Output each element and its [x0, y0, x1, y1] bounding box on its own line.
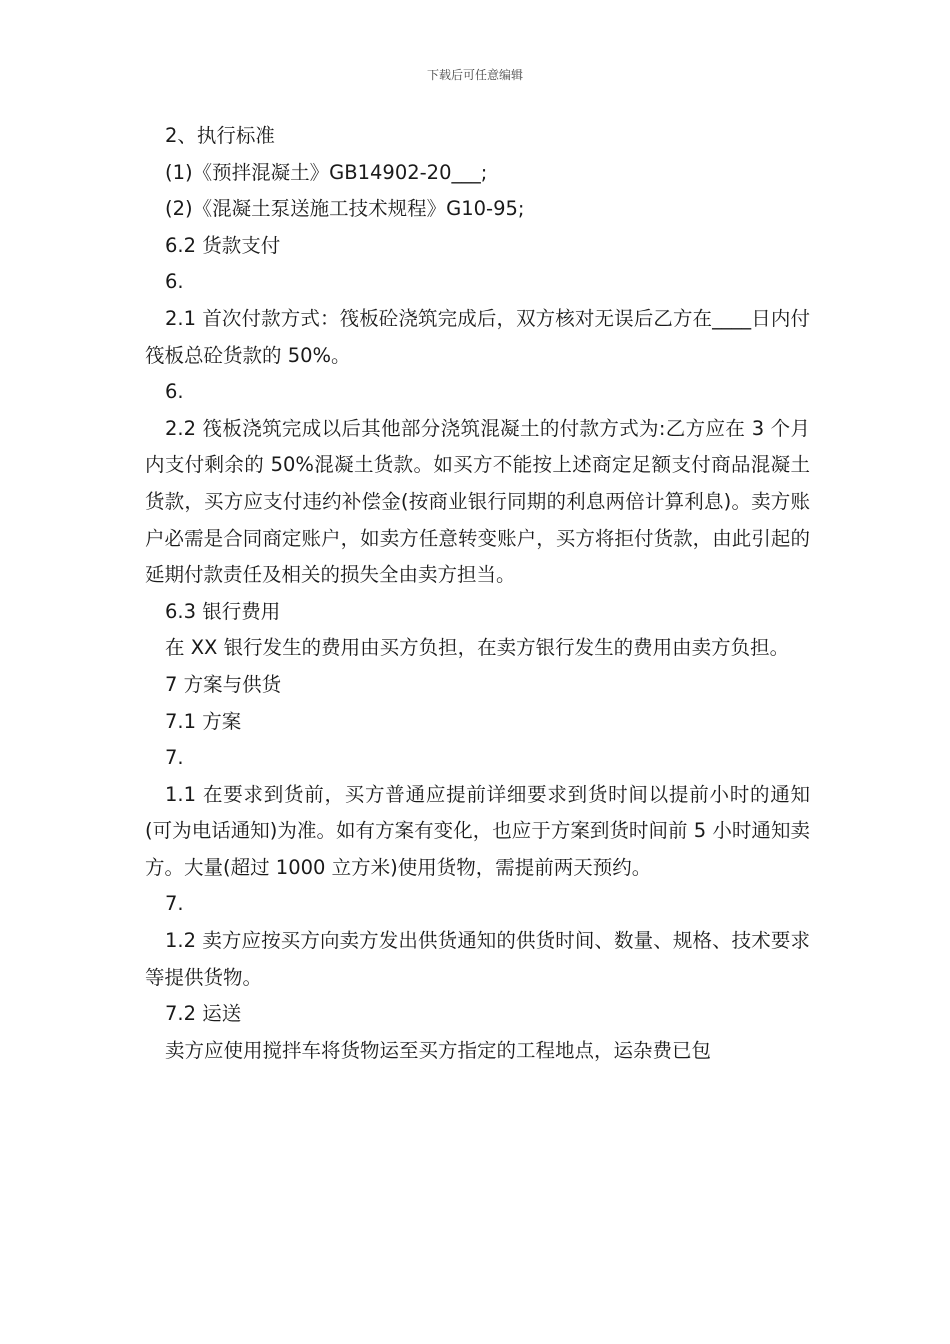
paragraph: 7.2 运送	[165, 1002, 242, 1026]
paragraph: 6.	[165, 380, 184, 404]
paragraph: 2.1 首次付款方式：筏板砼浇筑完成后，双方核对无误后乙方在____日内付筏板总砼货款的 50%。	[145, 306, 810, 367]
paragraph: 2、执行标准	[165, 124, 275, 147]
page-header: 下载后可任意编辑	[426, 68, 523, 82]
paragraph: (2)《混凝土泵送施工技术规程》G10-95;	[165, 197, 525, 221]
paragraph: 6.3 银行费用	[165, 599, 281, 623]
paragraph: 2.2 筏板浇筑完成以后其他部分浇筑混凝土的付款方式为:乙方应在 3 个月内支付剩余的 50%混凝土货款。如买方不能按上述商定足额支付商品混凝土货款，买方应支付违约补偿金(按商业银行同期的利息两倍计算利息)。卖方账户必需是合同商定账户，如卖方任意转变账户，买方将拒付货款，由此引起的延期付款责任及相关的损失全由卖方担当。	[145, 416, 810, 587]
paragraph: 7.	[165, 746, 184, 770]
paragraph: 6.	[165, 270, 184, 294]
paragraph: 6.2 货款支付	[165, 233, 281, 257]
paragraph: 在 XX 银行发生的费用由买方负担，在卖方银行发生的费用由卖方负担。	[165, 636, 790, 660]
paragraph: 1.2 卖方应按买方向卖方发出供货通知的供货时间、数量、规格、技术要求等提供货物。	[145, 929, 810, 989]
paragraph: 1.1 在要求到货前，买方普通应提前详细要求到货时间以提前小时的通知(可为电话通知)为准。如有方案有变化，也应于方案到货时间前 5 小时通知卖方。大量(超过 1000 立方米)使用货物，需提前两天预约。	[145, 782, 810, 879]
paragraph: (1)《预拌混凝土》GB14902-20___;	[165, 160, 488, 184]
document-body	[145, 118, 810, 1069]
paragraph: 7.	[165, 892, 184, 916]
paragraph: 卖方应使用搅拌车将货物运至买方指定的工程地点，运杂费已包	[165, 1038, 712, 1062]
paragraph: 7 方案与供货	[165, 672, 282, 696]
paragraph: 7.1 方案	[165, 709, 242, 733]
